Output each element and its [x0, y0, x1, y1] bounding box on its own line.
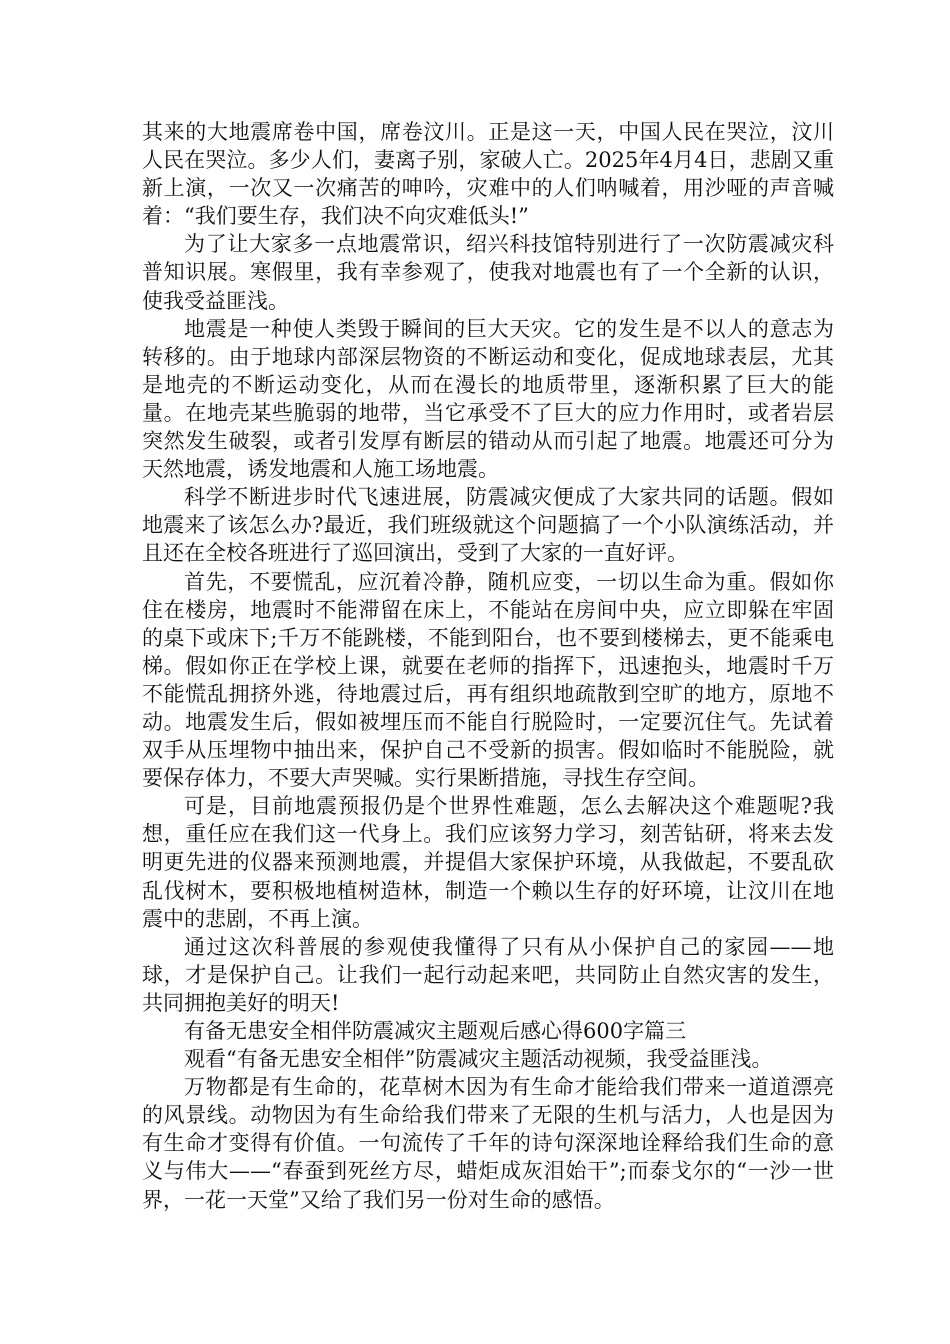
paragraph: 首先，不要慌乱，应沉着冷静，随机应变，一切以生命为重。假如你住在楼房，地震时不能滞留在床上，不能站在房间中央，应立即躲在牢固的桌下或床下;千万不能跳楼，不能到阳台，也不要到楼梯去，更不能乘电梯。假如你正在学校上课，就要在老师的指挥下，迅速抱头，地震时千万不能慌乱拥挤外逃，待地震过后，再有组织地疏散到空旷的地方，原地不动。地震发生后，假如被埋压而不能自行脱险时，一定要沉住气。先试着双手从压埋物中抽出来，保护自己不受新的损害。假如临时不能脱险，就要保存体力，不要大声哭喊。实行果断措施，寻找生存空间。 [142, 569, 834, 791]
paragraph: 通过这次科普展的参观使我懂得了只有从小保护自己的家园——地球，才是保护自己。让我们一起行动起来吧，共同防止自然灾害的发生，共同拥抱美好的明天! [142, 934, 834, 1015]
paragraph: 地震是一种使人类毁于瞬间的巨大天灾。它的发生是不以人的意志为转移的。由于地球内部深层物资的不断运动和变化，促成地球表层，尤其是地壳的不断运动变化，从而在漫长的地质带里，逐渐积累了巨大的能量。在地壳某些脆弱的地带，当它承受不了巨大的应力作用时，或者岩层突然发生破裂，或者引发厚有断层的错动从而引起了地震。地震还可分为天然地震，诱发地震和人施工场地震。 [142, 316, 834, 482]
paragraph: 可是，目前地震预报仍是个世界性难题，怎么去解决这个难题呢?我想，重任应在我们这一代身上。我们应该努力学习，刻苦钻研，将来去发明更先进的仪器来预测地震，并提倡大家保护环境，从我做起，不要乱砍乱伐树木，要积极地植树造林，制造一个赖以生存的好环境，让汶川在地震中的悲剧，不再上演。 [142, 794, 834, 931]
document-page [142, 118, 834, 1214]
paragraph: 科学不断进步时代飞速进展，防震减灾便成了大家共同的话题。假如地震来了该怎么办?最近，我们班级就这个问题搞了一个小队演练活动，并且还在全校各班进行了巡回演出，受到了大家的一直好评。 [142, 485, 834, 566]
paragraph: 为了让大家多一点地震常识，绍兴科技馆特别进行了一次防震减灾科普知识展。寒假里，我有幸参观了，使我对地震也有了一个全新的认识，使我受益匪浅。 [142, 232, 834, 313]
paragraph: 观看“有备无患安全相伴”防震减灾主题活动视频，我受益匪浅。 [184, 1047, 773, 1072]
paragraph-continuation: 其来的大地震席卷中国，席卷汶川。正是这一天，中国人民在哭泣，汶川人民在哭泣。多少人们，妻离子别，家破人亡。2025年4月4日，悲剧又重新上演，一次又一次痛苦的呻吟，灾难中的人们呐喊着，用沙哑的声音喊着：“我们要生存，我们决不向灾难低头!” [142, 120, 834, 229]
section-heading: 有备无患安全相伴防震减灾主题观后感心得600字篇三 [184, 1019, 687, 1043]
paragraph: 万物都是有生命的，花草树木因为有生命才能给我们带来一道道漂亮的风景线。动物因为有生命给我们带来了无限的生机与活力，人也是因为有生命才变得有价值。一句流传了千年的诗句深深地诠释给我们生命的意义与伟大——“春蚕到死丝方尽，蜡炬成灰泪始干”;而泰戈尔的“一沙一世界，一花一天堂”又给了我们另一份对生命的感悟。 [142, 1075, 834, 1212]
